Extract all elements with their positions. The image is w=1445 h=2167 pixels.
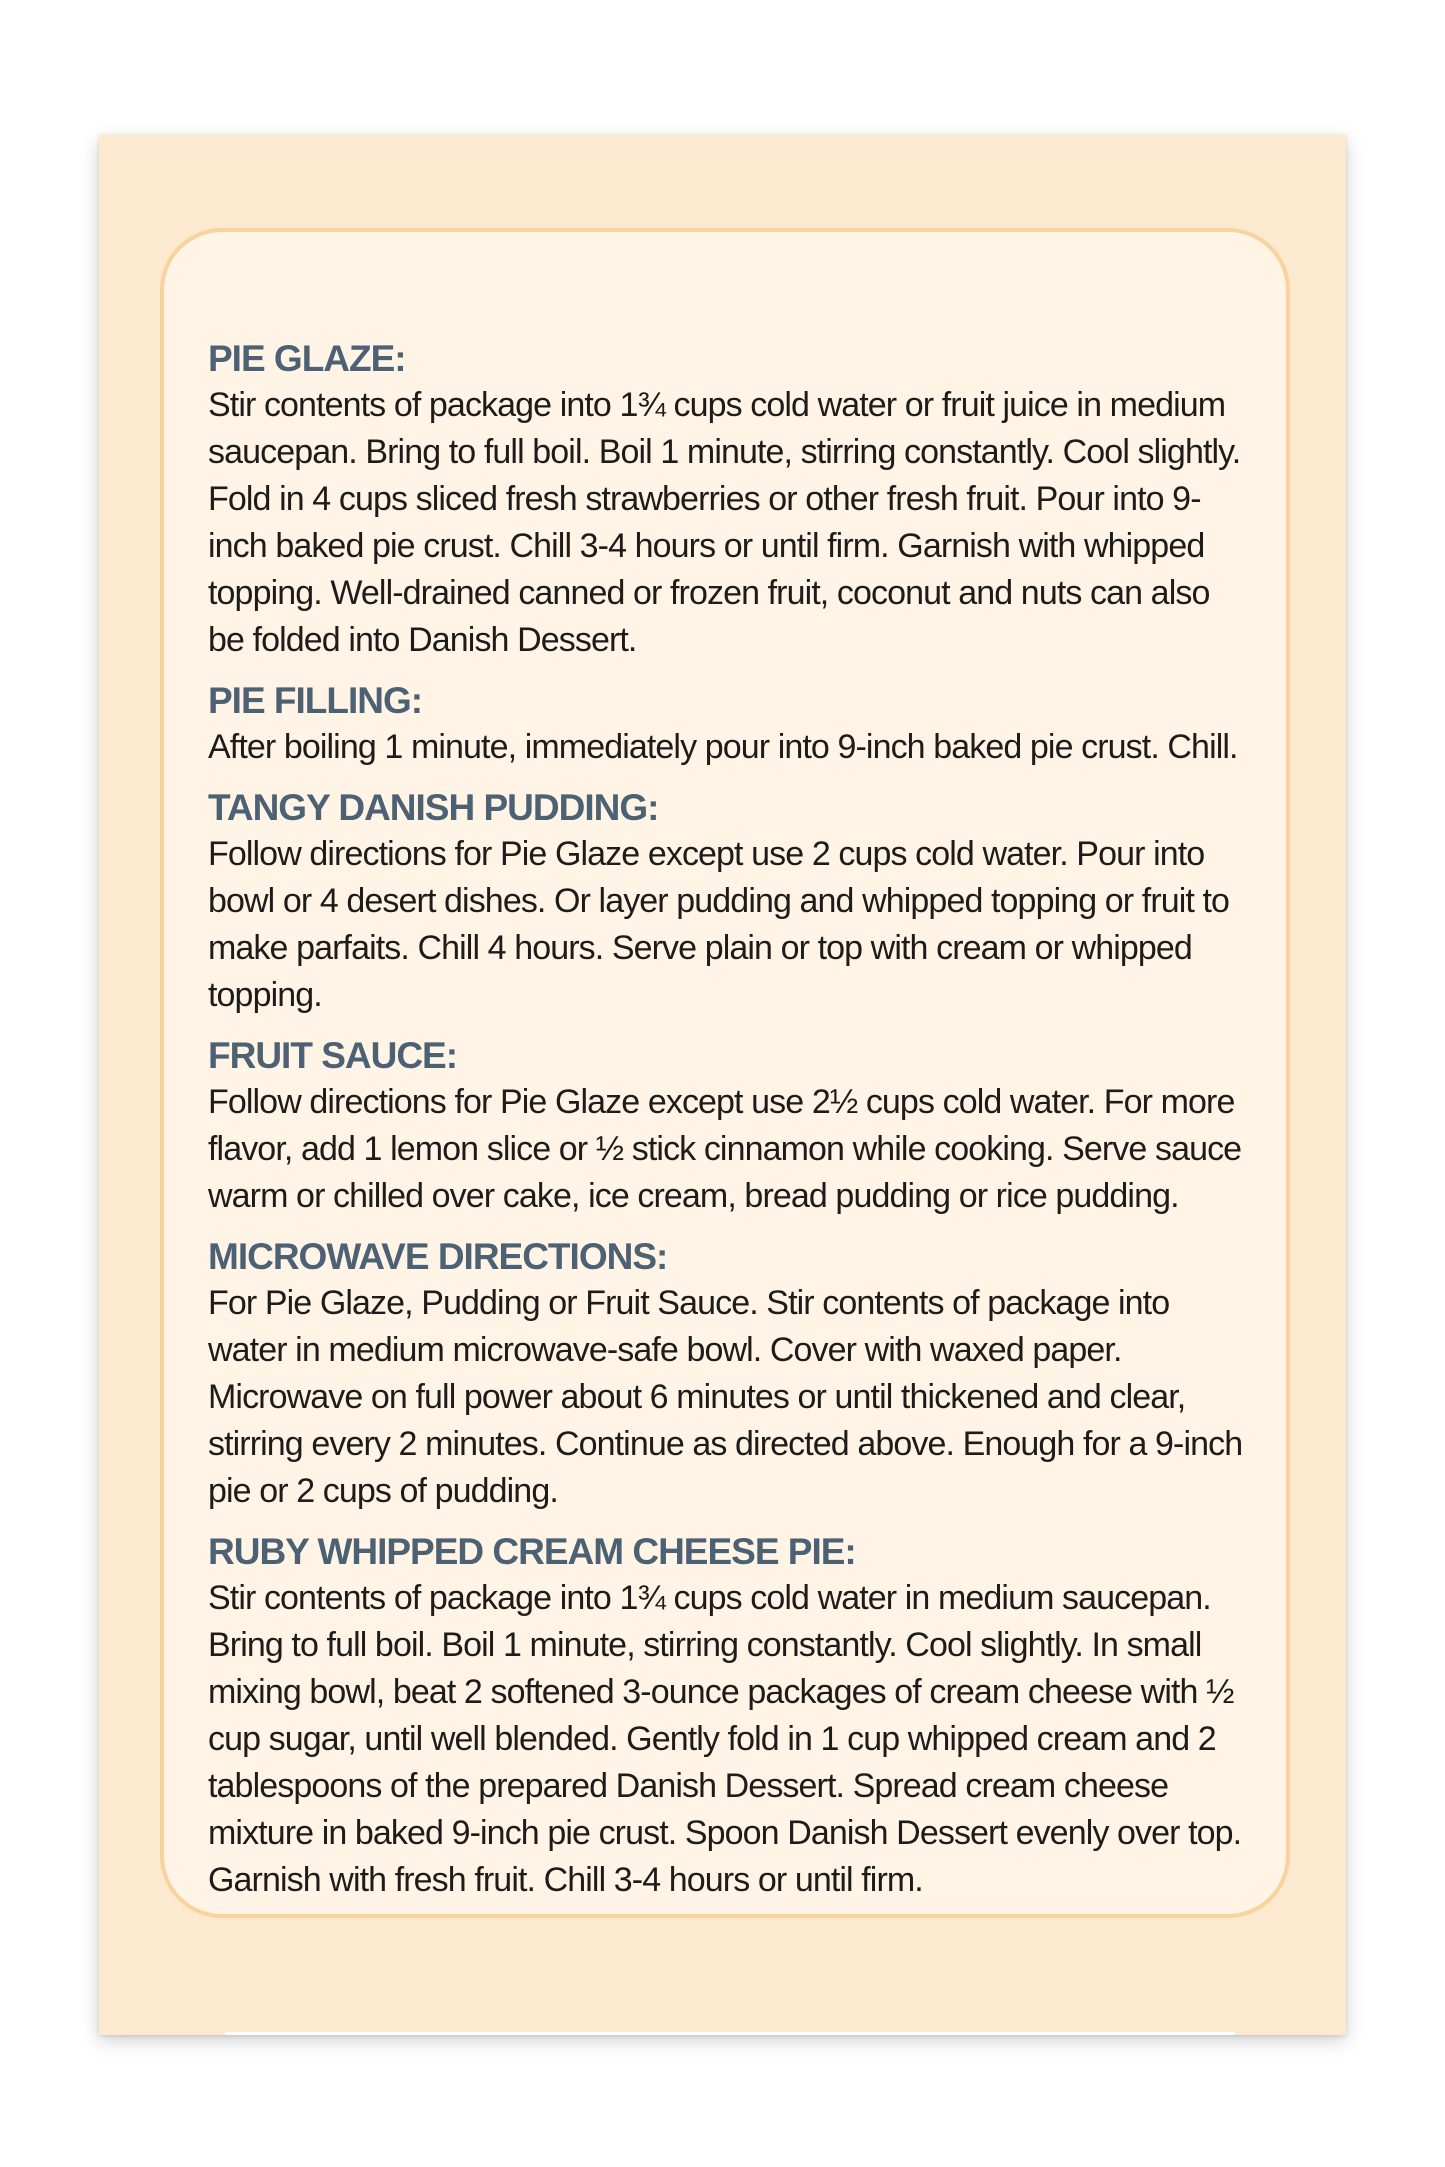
section-tangy-danish-pudding	[208, 785, 1252, 1019]
section-heading: PIE GLAZE:	[208, 338, 406, 379]
section-body: Stir contents of package into 1¾ cups cold water in medium saucepan. Bring to full boil. Boil 1 minute, stirring constantly. Cool slightly. In small mixing bowl, beat 2 softened 3-ounce packages of cream cheese with ½ cup sugar, until well blended. Gently fold in 1 cup whipped cream and 2 tablespoons of the prepared Danish Dessert. Spread cream cheese mixture in baked 9-inch pie crust. Spoon Danish Dessert evenly over top. Garnish with fresh fruit. Chill 3-4 hours or until firm.	[208, 1579, 1242, 1899]
section-fruit-sauce	[208, 1033, 1252, 1220]
section-body: For Pie Glaze, Pudding or Fruit Sauce. Stir contents of package into water in medium microwave-safe bowl. Cover with waxed paper. Microwave on full power about 6 minutes or until thickened and clear, stirring every 2 minutes. Continue as directed above. Enough for a 9-inch pie or 2 cups of pudding.	[208, 1284, 1243, 1510]
section-microwave-directions	[208, 1234, 1252, 1515]
section-pie-filling	[208, 678, 1252, 771]
section-body: Follow directions for Pie Glaze except use 2 cups cold water. Pour into bowl or 4 desert dishes. Or layer pudding and whipped topping or fruit to make parfaits. Chill 4 hours. Serve plain or top with cream or whipped topping.	[208, 835, 1230, 1014]
section-heading: MICROWAVE DIRECTIONS:	[208, 1236, 668, 1277]
section-heading: PIE FILLING:	[208, 680, 423, 721]
section-heading: TANGY DANISH PUDDING:	[208, 787, 659, 828]
section-pie-glaze	[208, 336, 1252, 664]
section-body: After boiling 1 minute, immediately pour into 9-inch baked pie crust. Chill.	[208, 728, 1238, 766]
section-ruby-whipped-cream-cheese-pie	[208, 1529, 1252, 1904]
recipe-panel	[160, 228, 1290, 1918]
section-heading: RUBY WHIPPED CREAM CHEESE PIE:	[208, 1531, 856, 1572]
section-body: Follow directions for Pie Glaze except use 2½ cups cold water. For more flavor, add 1 lemon slice or ½ stick cinnamon while cooking. Serve sauce warm or chilled over cake, ice cream, bread pudding or rice pudding.	[208, 1083, 1242, 1215]
bottom-divider	[225, 2032, 1235, 2035]
section-heading: FRUIT SAUCE:	[208, 1035, 458, 1076]
section-body: Stir contents of package into 1¾ cups cold water or fruit juice in medium saucepan. Bring to full boil. Boil 1 minute, stirring constantly. Cool slightly. Fold in 4 cups sliced fresh strawberries or other fresh fruit. Pour into 9-inch baked pie crust. Chill 3-4 hours or until firm. Garnish with whipped topping. Well-drained canned or frozen fruit, coconut and nuts can also be folded into Danish Dessert.	[208, 386, 1241, 659]
